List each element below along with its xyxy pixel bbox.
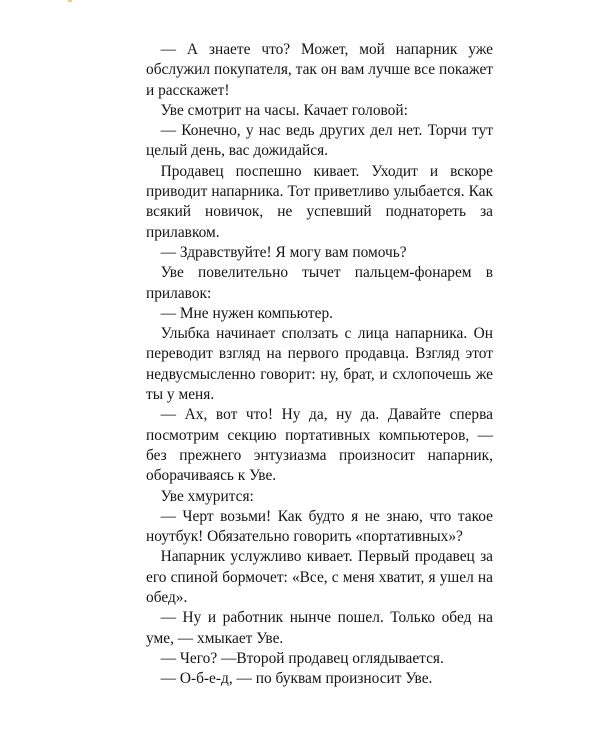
paragraph-6: Уве повелительно тычет пальцем-фонарем в прилавок: [146, 264, 493, 302]
paragraph-5: — Здравствуйте! Я могу вам помочь? [160, 243, 407, 261]
body-text [146, 40, 493, 690]
paragraph-13: — Ну и работник нынче пошел. Только обед на уме, — хмыкает Уве. [146, 609, 493, 647]
paragraph-11: — Черт возьми! Как будто я не знаю, что такое ноутбук! Обязательно говорить «портативных»? [146, 507, 493, 546]
paragraph-14: — Чего? —Второй продавец оглядывается. [160, 649, 444, 667]
paragraph-10: Уве хмурится: [160, 487, 254, 505]
paragraph-4: Продавец поспешно кивает. Уходит и вскоре приводит напарника. Тот приветливо улыбается. Как всякий новичок, не успевший поднатореть за прилавком. [146, 162, 493, 241]
paragraph-7: — Мне нужен компьютер. [160, 304, 334, 322]
paragraph-12: Напарник услужливо кивает. Первый продавец за его спиной бормочет: «Все, с меня хватит, я ушел на обед». [146, 548, 493, 607]
paragraph-3: — Конечно, у нас ведь других дел нет. Торчи тут целый день, вас дожидайся. [146, 122, 493, 160]
paragraph-1: — А знаете что? Может, мой напарник уже обслужил покупателя, так он вам лучше все покажет и расскажет! [146, 41, 493, 99]
paragraph-2: Уве смотрит на часы. Качает головой: [160, 101, 408, 119]
paragraph-15: — О-б-е-д, — по буквам произносит Уве. [160, 670, 433, 688]
scan-artifact [68, 0, 72, 2]
paragraph-8: Улыбка начинает сползать с лица напарника. Он переводит взгляд на первого продавца. Взгляд этот недвусмысленно говорит: ну, брат, и схлопочешь же ты у меня. [146, 325, 493, 404]
paragraph-9: — Ах, вот что! Ну да, ну да. Давайте сперва посмотрим секцию портативных компьютеров, — без прежнего энтузиазма произносит напарник, оборачиваясь к Уве. [146, 406, 493, 485]
